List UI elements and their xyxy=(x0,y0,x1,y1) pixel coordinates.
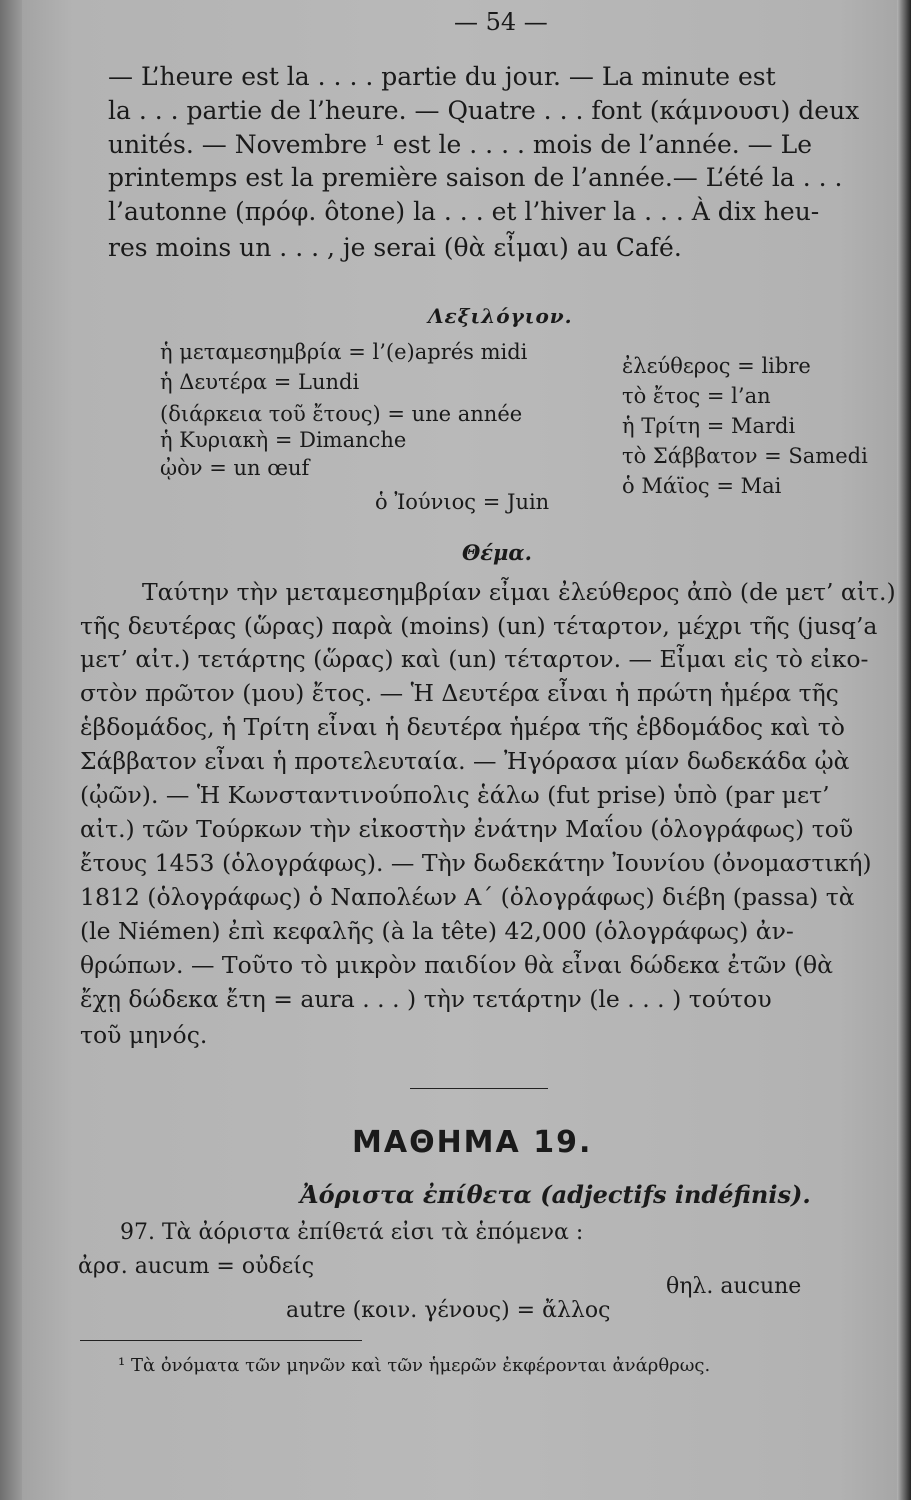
lesson-title: ΜΑΘΗΜΑ 19. xyxy=(352,1125,593,1160)
thema-line: τοῦ μηνός. xyxy=(80,1021,208,1049)
exercise-line: — L’heure est la . . . . partie du jour. — La minute est xyxy=(108,62,776,91)
lexicon-entry: ἡ Δευτέρα = Lundi xyxy=(160,370,360,394)
thema-line: αἰτ.) τῶν Τούρκων τὴν εἰκοστὴν ἐνάτην Μαΐου (ὁλογράφως) τοῦ xyxy=(80,815,854,843)
exercise-line: la . . . partie de l’heure. — Quatre . . . font (κάμνουσι) deux xyxy=(108,96,860,125)
thema-line: Σάββατον εἶναι ἡ προτελευταία. — Ἠγόρασα μίαν δωδεκάδα ᾠὰ xyxy=(80,747,850,775)
thema-title: Θέμα. xyxy=(462,540,532,565)
lexicon-entry: ἐλεύθερος = libre xyxy=(622,354,811,378)
thema-line: μετ’ αἰτ.) τετάρτης (ὥρας) καὶ (un) τέταρτον. — Εἶμαι εἰς τὸ εἰκο- xyxy=(80,645,869,673)
exercise-line: printemps est la première saison de l’année.— L’été la . . . xyxy=(108,163,843,192)
thema-line: ἔχῃ δώδεκα ἔτη = aura . . . ) τὴν τετάρτην (le . . . ) τούτου xyxy=(80,985,772,1013)
thema-line: 1812 (ὁλογράφως) ὁ Ναπολέων Α΄ (ὁλογράφως) διέβη (passa) τὰ xyxy=(80,883,855,911)
binding-shadow xyxy=(0,0,22,1500)
thema-line: ἑβδομάδος, ἡ Τρίτη εἶναι ἡ δευτέρα ἡμέρα τῆς ἑβδομάδος καὶ τὸ xyxy=(80,713,845,741)
lexicon-entry: ὁ Ἰούνιος = Juin xyxy=(375,490,550,514)
masculine-entry: ἀρσ. aucum = οὐδείς xyxy=(78,1254,315,1279)
exercise-line: unités. — Novembre ¹ est le . . . . mois de l’année. — Le xyxy=(108,130,813,159)
lesson-subtitle: Ἀόριστα ἐπίθετα (adjectifs indéfinis). xyxy=(300,1180,811,1209)
section-divider xyxy=(410,1088,548,1089)
feminine-entry: θηλ. aucune xyxy=(666,1274,802,1299)
lexicon-entry: ὁ Μάϊος = Mai xyxy=(622,474,782,498)
exercise-line: res moins un . . . , je serai (θὰ εἶμαι) au Café. xyxy=(108,233,682,262)
thema-line: ἔτους 1453 (ὁλογράφως). — Τὴν δωδεκάτην Ἰουνίου (ὀνομαστική) xyxy=(80,849,872,877)
lexicon-entry: τὸ Σάββατον = Samedi xyxy=(622,444,868,468)
lexicon-entry: ἡ μεταμεσημβρία = l’(e)aprés midi xyxy=(160,340,528,364)
lexicon-title: Λεξιλόγιον. xyxy=(428,304,573,328)
thema-line: στὸν πρῶτον (μου) ἔτος. — Ἡ Δευτέρα εἶναι ἡ πρώτη ἡμέρα τῆς xyxy=(80,679,839,707)
exercise-line: l’autonne (πρόφ. ôtone) la . . . et l’hiver la . . . À dix heu- xyxy=(108,197,820,226)
paragraph-97: 97. Τὰ ἀόριστα ἐπίθετά εἰσι τὰ ἑπόμενα : xyxy=(120,1220,584,1245)
footnote: ¹ Τὰ ὀνόματα τῶν μηνῶν καὶ τῶν ἡμερῶν ἐκφέρονται ἀνάρθρως. xyxy=(118,1355,711,1376)
thema-line: τῆς δευτέρας (ὥρας) παρὰ (moins) (un) τέταρτον, μέχρι τῆς (jusq’a xyxy=(80,612,878,640)
lexicon-entry: ἡ Τρίτη = Mardi xyxy=(622,414,796,438)
common-gender-entry: autre (κοιν. γένους) = ἄλλος xyxy=(286,1298,611,1323)
lexicon-entry: ᾠὸν = un œuf xyxy=(160,456,310,480)
lexicon-entry: (διάρκεια τοῦ ἔτους) = une année xyxy=(160,402,523,426)
footnote-rule xyxy=(80,1340,362,1341)
lexicon-entry: ἡ Κυριακὴ = Dimanche xyxy=(160,428,407,452)
thema-line: Ταύτην τὴν μεταμεσημβρίαν εἶμαι ἐλεύθερος ἀπὸ (de μετ’ αἰτ.) xyxy=(142,578,896,606)
thema-line: θρώπων. — Τοῦτο τὸ μικρὸν παιδίον θὰ εἶναι δώδεκα ἐτῶν (θὰ xyxy=(80,951,834,979)
page-number: — 54 — xyxy=(454,8,548,36)
page-edge xyxy=(897,0,911,1500)
thema-line: (ᾠῶν). — Ἡ Κωνσταντινούπολις ἑάλω (fut prise) ὑπὸ (par μετ’ xyxy=(80,781,830,809)
lexicon-entry: τὸ ἔτος = l’an xyxy=(622,384,771,408)
thema-line: (le Niémen) ἐπὶ κεφαλῆς (à la tête) 42,000 (ὁλογράφως) ἀν- xyxy=(80,917,794,945)
